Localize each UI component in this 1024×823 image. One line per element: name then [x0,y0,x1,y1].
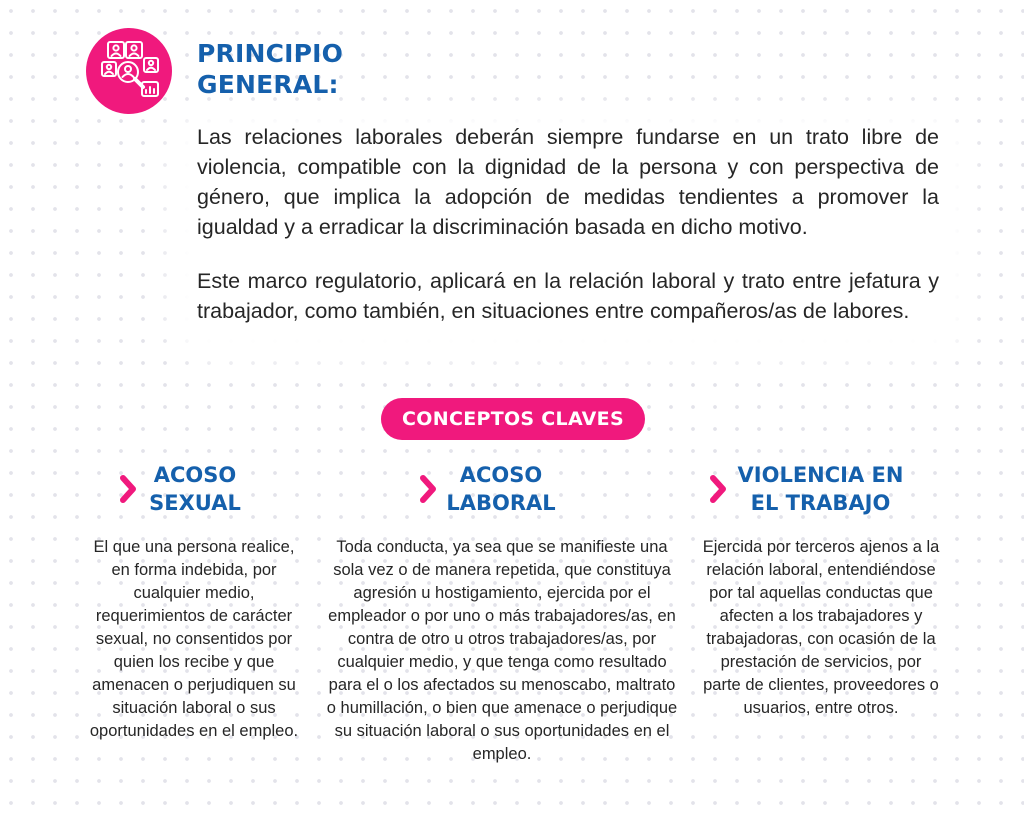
principle-paragraph-2: Este marco regulatorio, aplicará en la relación laboral y trato entre jefatura y trabajador, como también, en situaciones entre compañeros/as de labores. [197,269,939,323]
concept-text-acoso-laboral: Toda conducta, ya sea que se manifieste una sola vez o de manera repetida, que constituya agresión u hostigamiento, ejercida por el empleador o por uno o más trabajadores/as, en contra de otro u otros trabajadores/as, por cualquier medio, y que tenga como resultado para el o los afectados su menoscabo, maltrato o humillación, o bien que amenace o perjudique su situación laboral o sus oportunidades en el empleo. [326,538,678,763]
principle-paragraph-1: Las relaciones laborales deberán siempre fundarse en un trato libre de violencia, compatible con la dignidad de la persona y con perspectiva de género, que implica la adopción de medidas tendientes a promover la igualdad y a erradicar la discriminación basada en dicho motivo. [197,125,939,239]
concept-title-acoso-laboral: ACOSO LABORAL [446,463,556,515]
chevron-right-icon [418,474,440,504]
concept-text-violencia-trabajo: Ejercida por terceros ajenos a la relación laboral, entendiéndose por tal aquellas conductas que afecten a los trabajadores y trabajadoras, con ocasión de la prestación de servicios, por parte de clientes, proveedores o usuarios, entre otros. [702,538,940,717]
people-search-analytics-icon [86,28,172,114]
title-line-2: GENERAL: [197,70,339,99]
concept-title-acoso-sexual: ACOSO SEXUAL [149,463,241,515]
concept-text-acoso-sexual: El que una persona realice, en forma indebida, por cualquier medio, requerimientos de carácter sexual, no consentidos por quien los recibe y que amenacen o perjudiquen su situación laboral o sus oportunidades en el empleo. [89,538,299,740]
chevron-right-icon [708,474,730,504]
page-title [197,38,343,100]
chevron-right-icon [118,474,140,504]
title-line-1: PRINCIPIO [197,39,344,68]
concept-title-violencia-trabajo: VIOLENCIA EN EL TRABAJO [737,463,904,515]
section-badge: CONCEPTOS CLAVES [381,398,645,440]
